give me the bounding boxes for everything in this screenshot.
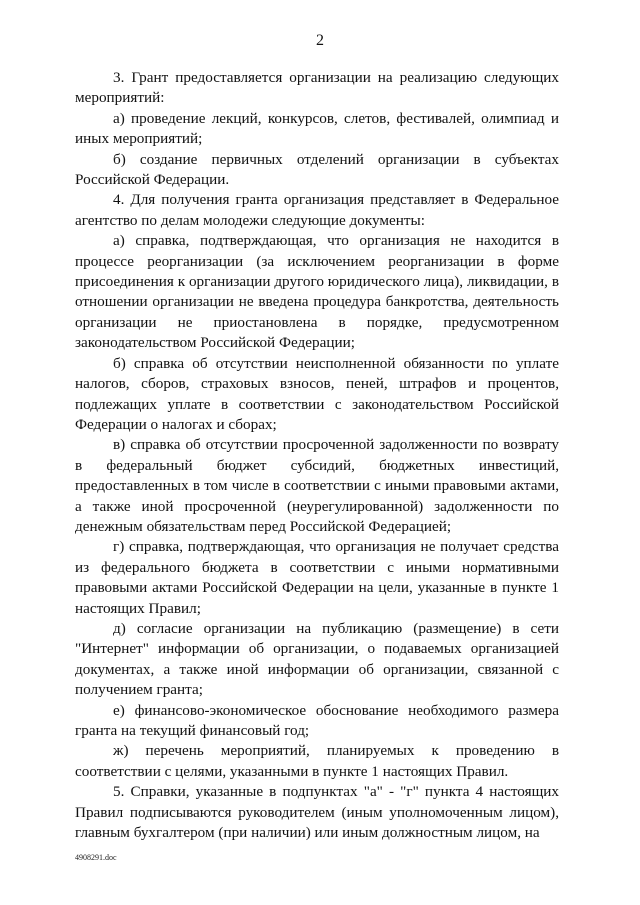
paragraph-4: 4. Для получения гранта организация представляет в Федеральное агентство по делам молодежи следующие документы:: [75, 191, 559, 229]
paragraph-3-b: б) создание первичных отделений организации в субъектах Российской Федерации.: [75, 150, 559, 189]
paragraph-4-v: в) справка об отсутствии просроченной задолженности по возврату в федеральный бюджет субсидий, бюджетных инвестиций, предоставленных в том числе в соответствии с иными правовыми актами, а также иной просроченной (неурегулированной) задолженности по денежным обязательствам перед Российской Федерацией;: [75, 436, 559, 535]
paragraph-4-g: г) справка, подтверждающая, что организация не получает средства из федерального бюджета в соответствии с иными нормативными правовыми актами Российской Федерации на цели, указанные в пункте 1 настоящих Правил;: [75, 538, 559, 617]
paragraph-3: 3. Грант предоставляется организации на реализацию следующих мероприятий:: [75, 69, 559, 107]
paragraph-4-b: б) справка об отсутствии неисполненной обязанности по уплате налогов, сборов, страховых взносов, пеней, штрафов и процентов, подлежащих уплате в соответствии с законодательством Российской Федерации о налогах и сборах;: [75, 354, 559, 433]
paragraph-4-a: а) справка, подтверждающая, что организация не находится в процессе реорганизации (за исключением реорганизации в форме присоединения к организации другого юридического лица), ликвидации, в отношении организации не введена процедура банкротства, деятельность организации не приостановлена в порядке, предусмотренном законодательством Российской Федерации;: [75, 232, 559, 352]
page-number: 2: [316, 32, 324, 49]
document-body: [75, 68, 559, 843]
paragraph-4-d: д) согласие организации на публикацию (размещение) в сети "Интернет" информации об организации, о подаваемых организацией документах, а также иной информации об организации, связанной с получением гранта;: [75, 619, 559, 699]
paragraph-4-zh: ж) перечень мероприятий, планируемых к проведению в соответствии с целями, указанными в пункте 1 настоящих Правил.: [75, 742, 559, 780]
paragraph-4-e: е) финансово-экономическое обоснование необходимого размера гранта на текущий финансовый год;: [75, 701, 559, 739]
paragraph-3-a: а) проведение лекций, конкурсов, слетов, фестивалей, олимпиад и иных мероприятий;: [75, 109, 559, 148]
paragraph-5: 5. Справки, указанные в подпунктах "а" - "г" пункта 4 настоящих Правил подписываются руководителем (иным уполномоченным лицом), главным бухгалтером (при наличии) или иным должностным лицом, на: [75, 783, 559, 842]
document-id-footer: 4908291.doc: [75, 853, 117, 862]
